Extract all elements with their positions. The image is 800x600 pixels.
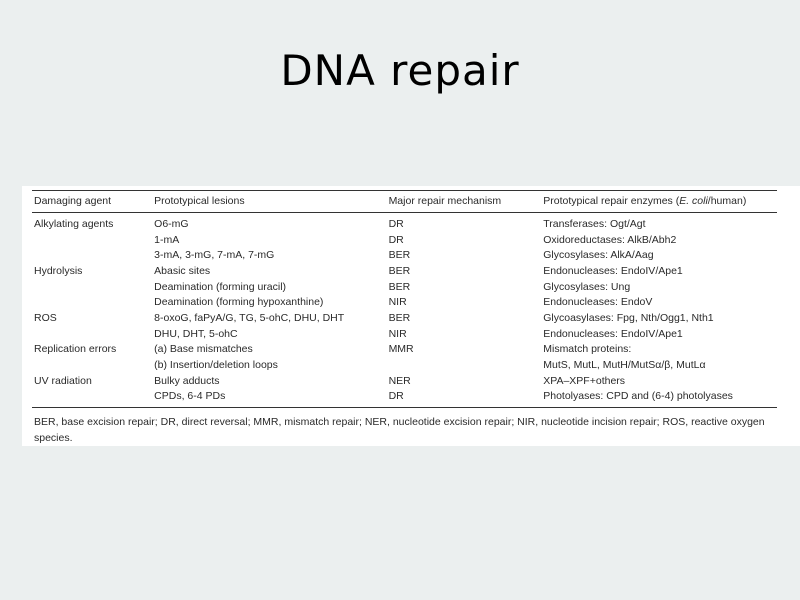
cell-agent: Replication errors: [34, 343, 117, 356]
cell-enzymes: Endonucleases: EndoIV/Ape1: [543, 264, 683, 277]
table-row: [32, 213, 777, 232]
cell-lesion: CPDs, 6-4 PDs: [152, 389, 386, 408]
table-row: [32, 247, 777, 263]
table-row: [32, 342, 777, 358]
cell-lesion: (a) Base mismatches: [154, 343, 253, 356]
table-header-row: [32, 191, 777, 213]
cell-lesion: 1-mA: [154, 233, 180, 246]
table-footnote: BER, base excision repair; DR, direct reversal; MMR, mismatch repair; NER, nucleotide excision repair; NIR, nucleotide incision repair; ROS, reactive oxygen species.: [34, 416, 765, 444]
cell-agent: [32, 294, 152, 310]
cell-mechanism: DR: [388, 233, 404, 246]
cell-enzymes: Mismatch proteins:: [543, 343, 632, 356]
cell-mechanism: [387, 357, 542, 373]
cell-agent: [32, 326, 152, 342]
cell-agent: UV radiation: [34, 374, 92, 387]
header-prototypical-lesions: Prototypical lesions: [152, 191, 386, 213]
cell-mechanism: BER: [388, 311, 411, 324]
cell-agent: Hydrolysis: [34, 264, 83, 277]
cell-enzymes: Endonucleases: EndoIV/Ape1: [543, 327, 683, 340]
cell-lesion: Deamination (forming uracil): [154, 280, 287, 293]
cell-enzymes: Glycoasylases: Fpg, Nth/Ogg1, Nth1: [543, 311, 714, 324]
cell-enzymes: XPA–XPF+others: [543, 374, 626, 387]
cell-lesion: O6-mG: [154, 217, 189, 230]
cell-mechanism: BER: [388, 264, 411, 277]
cell-mechanism: BER: [388, 280, 411, 293]
cell-lesion: 8-oxoG, faPyA/G, TG, 5-ohC, DHU, DHT: [154, 311, 345, 324]
table-row: [32, 310, 777, 326]
cell-mechanism: DR: [388, 217, 404, 230]
cell-enzymes: MutS, MutL, MutH/MutSα/β, MutLα: [543, 359, 706, 372]
cell-mechanism: DR: [387, 389, 542, 408]
cell-mechanism: NIR: [388, 327, 407, 340]
table-panel: [22, 186, 800, 446]
cell-enzymes: Glycosylases: AlkA/Aag: [543, 249, 654, 262]
header-repair-mechanism: Major repair mechanism: [387, 191, 542, 213]
cell-enzymes: Transferases: Ogt/Agt: [543, 217, 646, 230]
table-row: [32, 263, 777, 279]
cell-enzymes: Endonucleases: EndoV: [543, 296, 653, 309]
cell-lesion: DHU, DHT, 5-ohC: [154, 327, 238, 340]
cell-agent: ROS: [34, 311, 57, 324]
header-enzymes-prefix: Prototypical repair enzymes (: [543, 195, 680, 207]
table-row: [32, 294, 777, 310]
header-enzymes-italic: E. coli: [679, 195, 708, 207]
table-row: [32, 279, 777, 295]
cell-lesion: (b) Insertion/deletion loops: [154, 359, 278, 372]
table-row: [32, 389, 777, 408]
cell-agent: [32, 357, 152, 373]
table-row: [32, 232, 777, 248]
cell-agent: Alkylating agents: [34, 217, 114, 230]
cell-enzymes: Photolyases: CPD and (6-4) photolyases: [541, 389, 777, 408]
cell-lesion: Bulky adducts: [154, 374, 220, 387]
cell-agent: [32, 232, 152, 248]
header-enzymes-suffix: /human): [707, 195, 747, 207]
cell-lesion: Abasic sites: [154, 264, 211, 277]
cell-enzymes: Glycosylases: Ung: [543, 280, 631, 293]
cell-mechanism: BER: [388, 249, 411, 262]
table-row: [32, 357, 777, 373]
dna-repair-table: [32, 190, 777, 408]
cell-agent: [32, 389, 152, 408]
cell-enzymes: Oxidoreductases: AlkB/Abh2: [543, 233, 677, 246]
cell-agent: [32, 279, 152, 295]
cell-mechanism: NER: [388, 374, 411, 387]
table-row: [32, 326, 777, 342]
header-damaging-agent: Damaging agent: [32, 191, 152, 213]
header-repair-enzymes: [541, 191, 777, 213]
cell-lesion: 3-mA, 3-mG, 7-mA, 7-mG: [154, 249, 275, 262]
cell-mechanism: MMR: [388, 343, 414, 356]
cell-lesion: Deamination (forming hypoxanthine): [154, 296, 324, 309]
cell-agent: [32, 247, 152, 263]
slide-title: DNA repair: [280, 46, 520, 95]
cell-mechanism: NIR: [388, 296, 407, 309]
table-row: [32, 373, 777, 389]
